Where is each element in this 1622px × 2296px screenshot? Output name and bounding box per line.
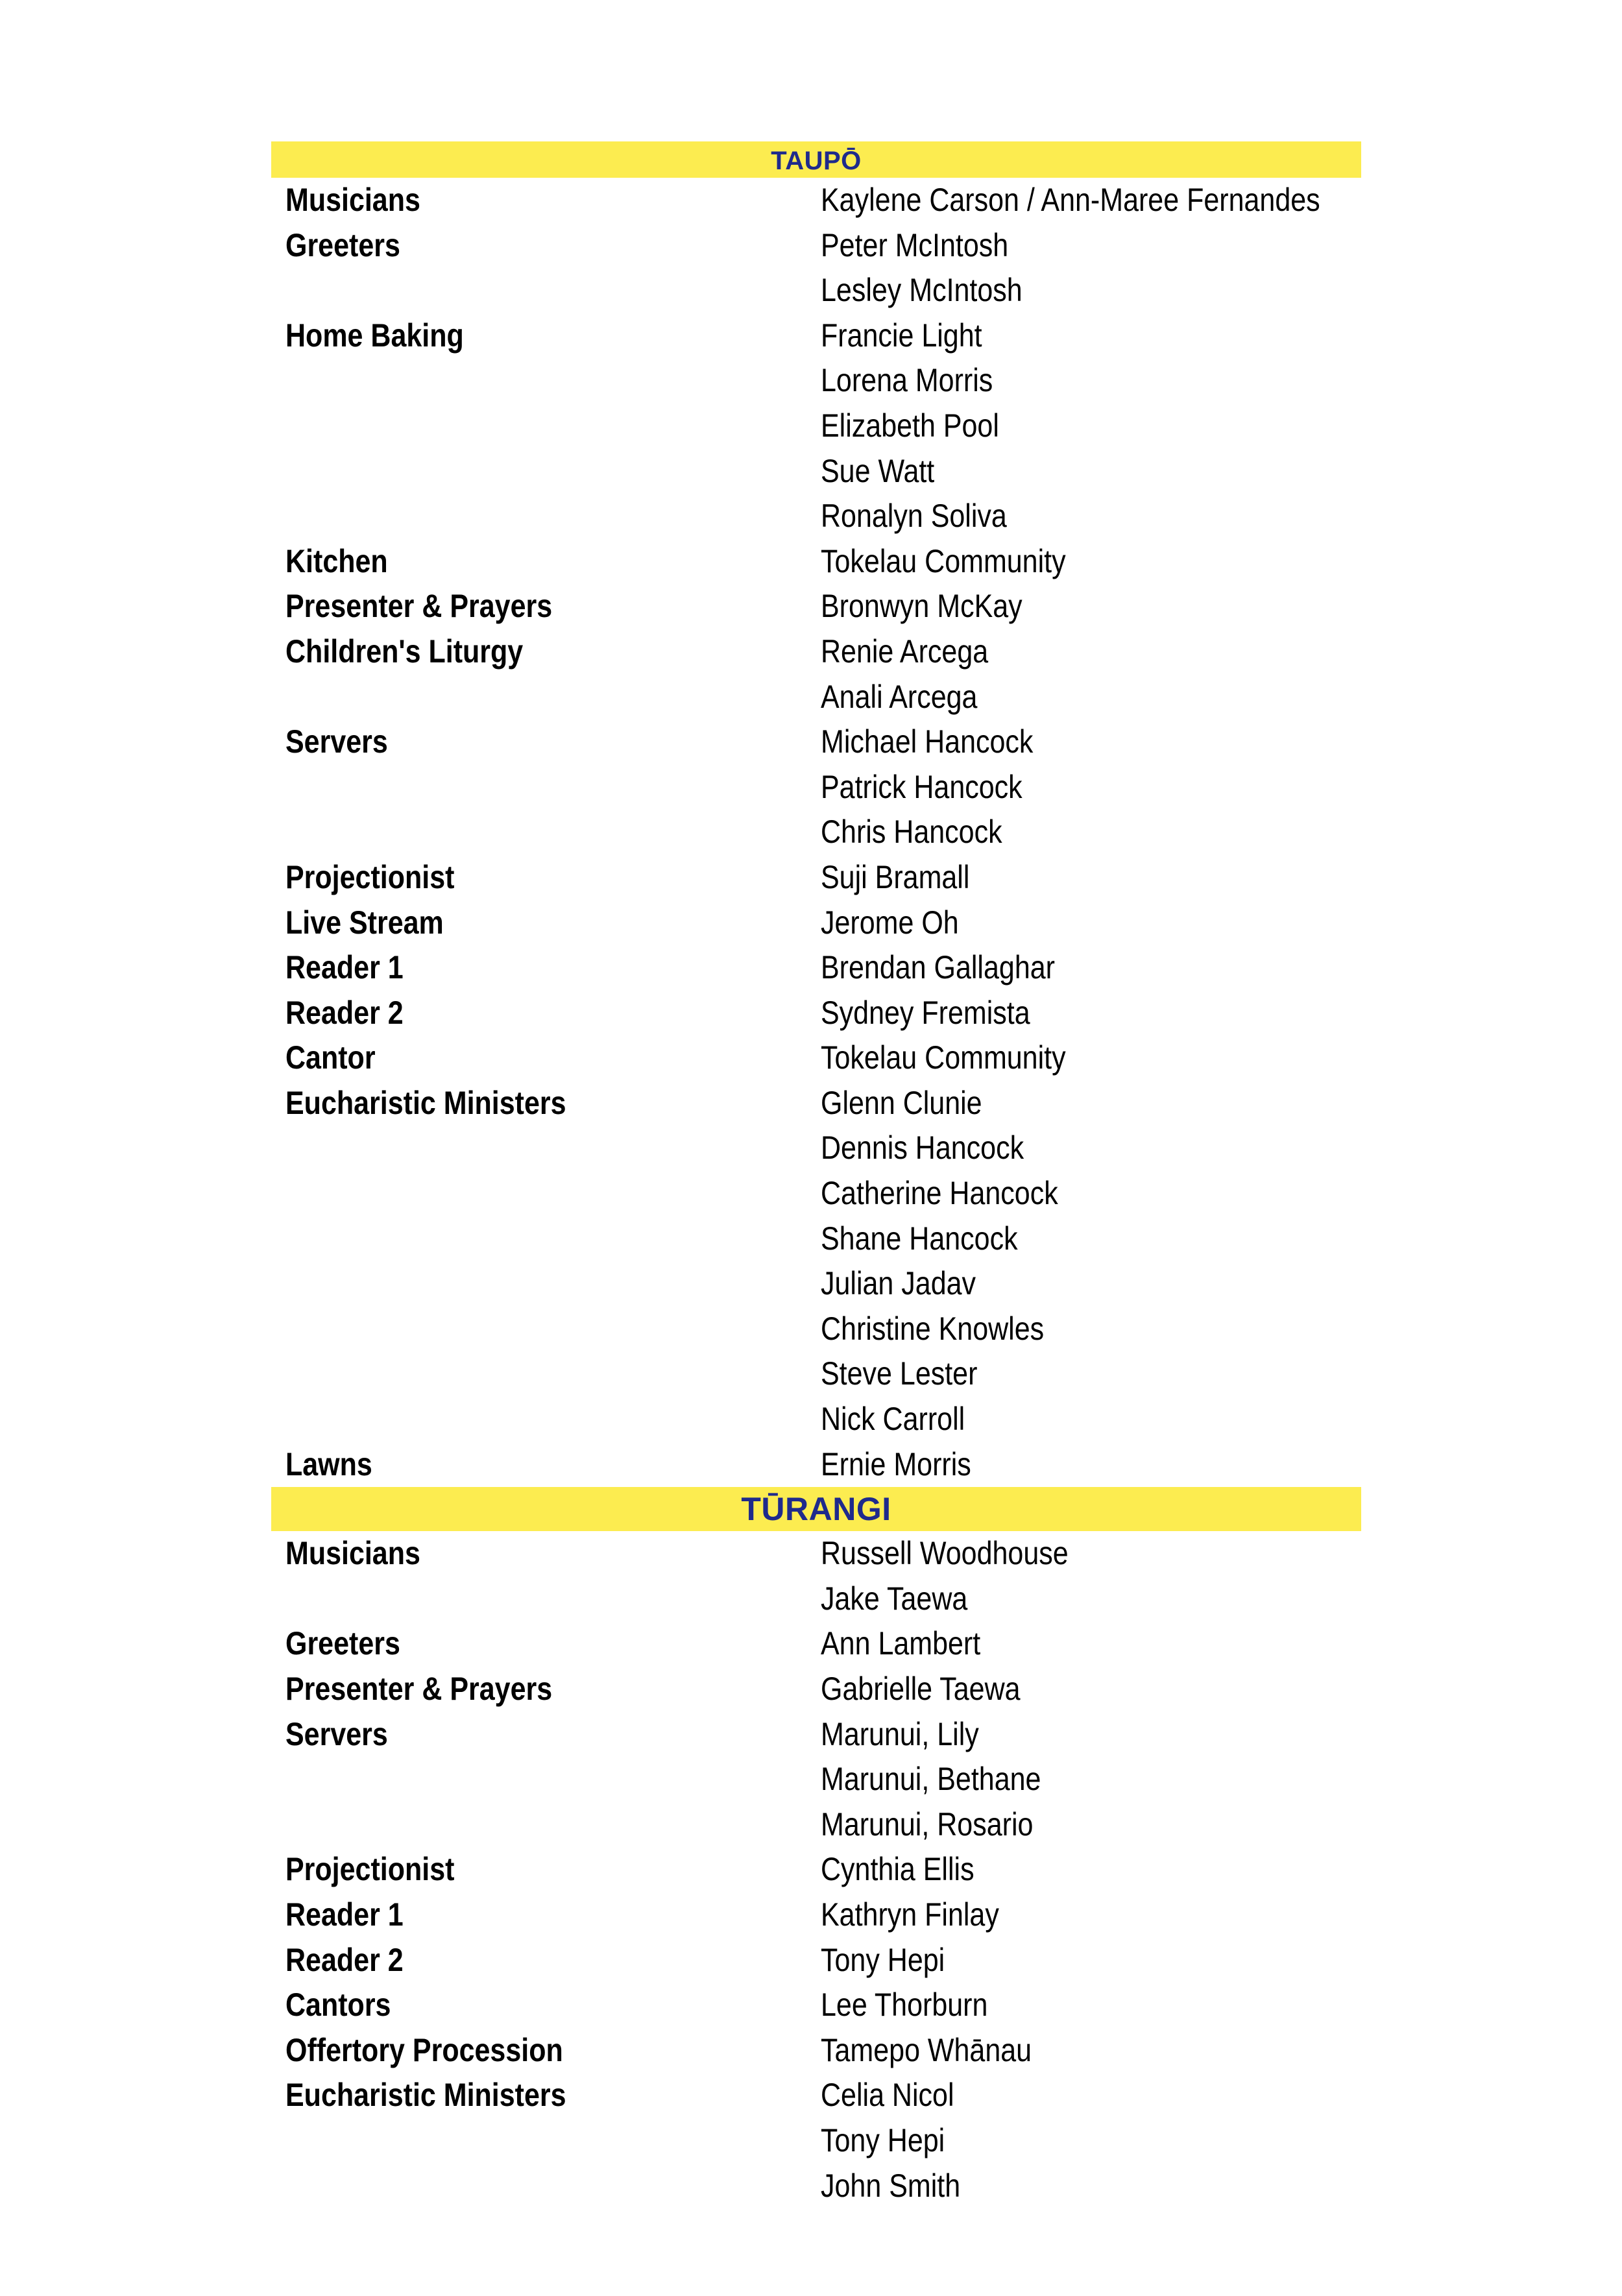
role-label: Reader 2 [285,1941,404,1978]
person-name: Chris Hancock [821,814,1002,851]
roster-row [271,494,1361,539]
roster-row [271,1442,1361,1488]
role-label: Projectionist [285,1851,455,1888]
person-name: Tony Hepi [821,1941,945,1978]
roster-row [271,178,1361,223]
person-name: Marunui, Lily [821,1715,979,1752]
roster-row [271,449,1361,494]
role-label: Live Stream [285,904,444,941]
person-name: John Smith [821,2167,961,2204]
roster-row [271,1126,1361,1171]
role-label: Reader 1 [285,949,404,986]
roster-row [271,1892,1361,1938]
roster-row [271,1802,1361,1848]
roster-row [271,1035,1361,1081]
person-name: Anali Arcega [821,678,978,715]
roster-row [271,584,1361,629]
roster-row [271,1621,1361,1667]
roster-row [271,945,1361,991]
person-name: Elizabeth Pool [821,407,999,444]
role-label: Servers [285,1715,388,1752]
role-label: Eucharistic Ministers [285,1084,566,1121]
person-name: Suji Bramall [821,858,970,895]
person-name: Christine Knowles [821,1310,1045,1347]
person-name: Steve Lester [821,1355,978,1392]
person-name: Jerome Oh [821,904,959,941]
role-label: Musicians [285,182,420,218]
roster-row [271,1171,1361,1216]
role-label: Musicians [285,1535,420,1572]
person-name: Bronwyn McKay [821,588,1023,625]
role-label: Cantors [285,1987,391,2024]
person-name: Marunui, Rosario [821,1806,1034,1843]
roster-table [271,141,1361,2208]
person-name: Gabrielle Taewa [821,1671,1021,1707]
person-name: Ronalyn Soliva [821,498,1007,535]
roster-row [271,991,1361,1036]
section-header-turangi: TŪRANGI [271,1487,1361,1531]
roster-row [271,1351,1361,1397]
person-name: Shane Hancock [821,1220,1018,1257]
person-name: Dennis Hancock [821,1130,1024,1166]
person-name: Lee Thorburn [821,1987,988,2024]
roster-row [271,2073,1361,2118]
person-name: Glenn Clunie [821,1084,982,1121]
role-label: Greeters [285,1625,400,1662]
person-name: Jake Taewa [821,1580,968,1617]
roster-row [271,1667,1361,1712]
role-label: Presenter & Prayers [285,1671,553,1707]
roster-row [271,1081,1361,1126]
person-name: Tony Hepi [821,2121,945,2158]
person-name: Julian Jadav [821,1265,976,1302]
roster-row [271,1847,1361,1892]
roster-row [271,313,1361,359]
section-header-taupo: TAUPŌ [271,141,1361,178]
role-label: Children's Liturgy [285,633,524,670]
roster-row [271,810,1361,855]
roster-row [271,1531,1361,1577]
person-name: Brendan Gallaghar [821,949,1055,986]
roster-row [271,1216,1361,1262]
roster-row [271,1757,1361,1802]
roster-row [271,2028,1361,2073]
roster-row [271,268,1361,313]
role-label: Home Baking [285,317,464,354]
roster-row [271,855,1361,900]
person-name: Celia Nicol [821,2077,954,2114]
roster-row [271,223,1361,269]
roster-row [271,900,1361,946]
roster-row [271,404,1361,449]
roster-row [271,539,1361,585]
role-label: Eucharistic Ministers [285,2077,566,2114]
roster-row [271,1983,1361,2028]
role-label: Lawns [285,1445,372,1482]
person-name: Tamepo Whānau [821,2031,1032,2068]
person-name: Francie Light [821,317,982,354]
person-name: Cynthia Ellis [821,1851,974,1888]
roster-row [271,719,1361,765]
person-name: Ernie Morris [821,1445,971,1482]
roster-row [271,1307,1361,1352]
roster-row [271,1397,1361,1442]
roster-row [271,675,1361,720]
roster-row [271,629,1361,675]
roster-row [271,765,1361,810]
role-label: Projectionist [285,858,455,895]
person-name: Nick Carroll [821,1401,965,1438]
person-name: Tokelau Community [821,542,1066,579]
role-label: Servers [285,723,388,760]
person-name: Catherine Hancock [821,1175,1058,1212]
person-name: Sue Watt [821,452,935,489]
person-name: Sydney Fremista [821,994,1030,1031]
role-label: Cantor [285,1039,376,1076]
person-name: Lorena Morris [821,362,993,399]
role-label: Offertory Procession [285,2031,563,2068]
person-name: Tokelau Community [821,1039,1066,1076]
role-label: Presenter & Prayers [285,588,553,625]
roster-row [271,2164,1361,2209]
roster-row [271,358,1361,404]
person-name: Peter McIntosh [821,226,1009,263]
person-name: Ann Lambert [821,1625,981,1662]
person-name: Kathryn Finlay [821,1896,999,1933]
person-name: Russell Woodhouse [821,1535,1069,1572]
role-label: Kitchen [285,542,388,579]
role-label: Reader 1 [285,1896,404,1933]
role-label: Reader 2 [285,994,404,1031]
roster-row [271,2118,1361,2164]
roster-row [271,1261,1361,1307]
person-name: Michael Hancock [821,723,1034,760]
roster-row [271,1712,1361,1758]
person-name: Renie Arcega [821,633,989,670]
person-name: Marunui, Bethane [821,1761,1041,1798]
role-label: Greeters [285,226,400,263]
person-name: Kaylene Carson / Ann-Maree Fernandes [821,182,1320,218]
roster-row [271,1938,1361,1983]
roster-row [271,1577,1361,1622]
person-name: Patrick Hancock [821,768,1023,805]
person-name: Lesley McIntosh [821,272,1023,309]
